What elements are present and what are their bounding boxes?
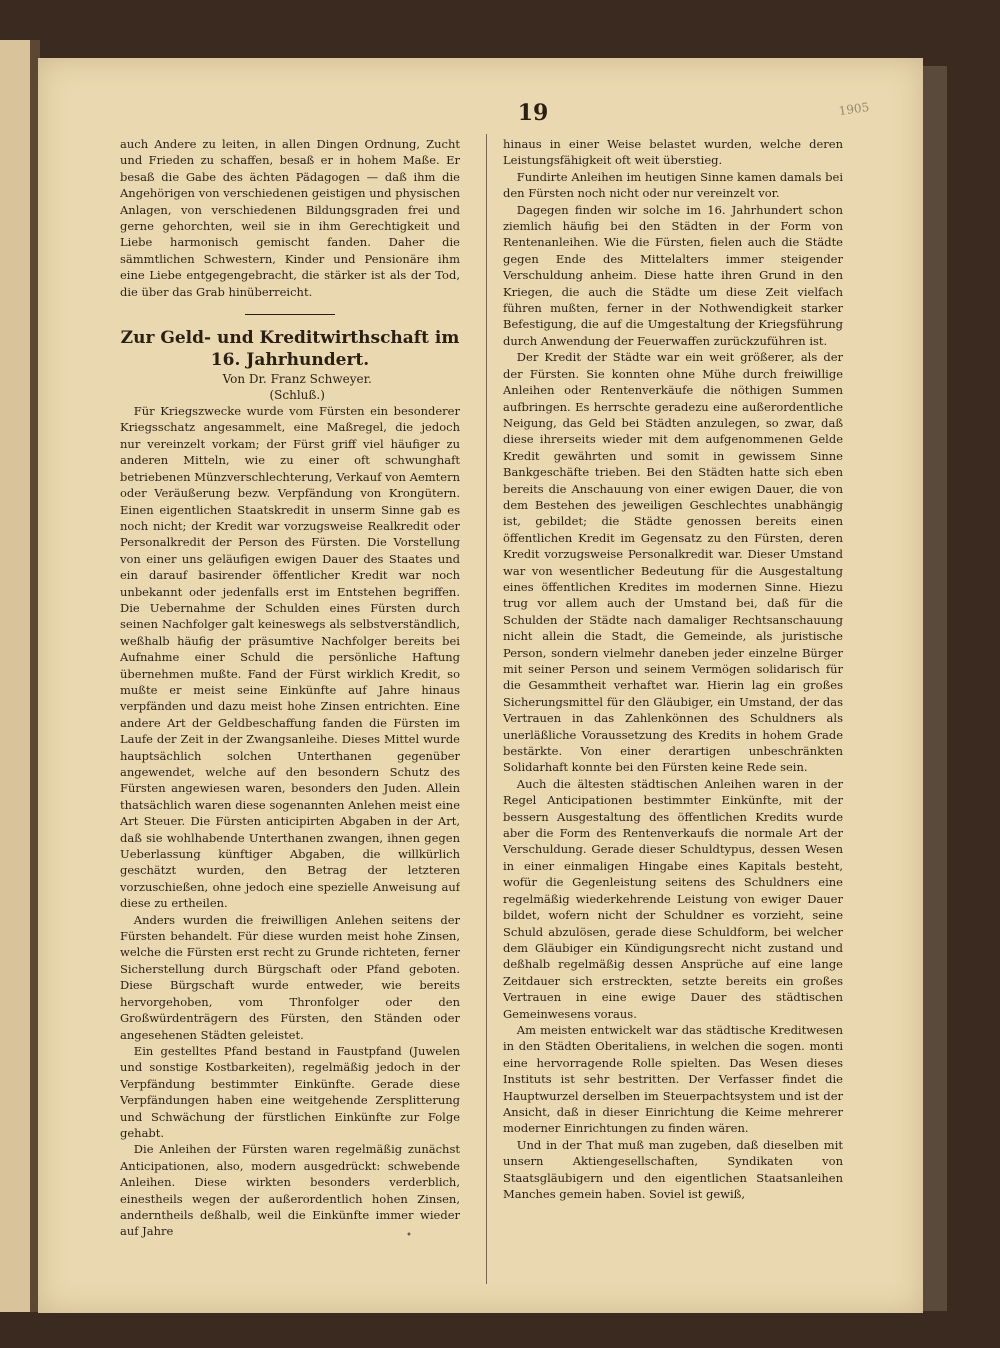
body-paragraph: Fundirte Anleihen im heutigen Sinne kamen damals bei den Fürsten noch nicht oder nur vereinzelt vor. <box>503 169 843 201</box>
body-paragraph: Dagegen finden wir solche im 16. Jahrhundert schon ziemlich häufig bei den Städten in der Form von Rentenanleihen. Wie die Fürsten, fielen auch die Städte gegen Ende des Mittelalters immer steigender Verschuldung anheim. Diese hatte ihren Grund in den Kriegen, die auch die Städte um diese Zeit vielfach führen mußten, ferner in der Nothwendigkeit starker Befestigung, die auf die Umgestaltung der Kriegsführung durch Anwendung der Feuerwaffen zurückzuführen ist. <box>503 202 843 348</box>
conclusion-note: (Schluß.) <box>269 388 325 403</box>
body-paragraph: Ein gestelltes Pfand bestand in Faustpfand (Juwelen und sonstige Kostbarkeiten), regelmäßig jedoch in der Verpfändung bestimmter Einkünfte. Gerade diese Verpfändungen haben eine weitgehende Zersplitterung und Schwächung der fürstlichen Einkünfte zur Folge gehabt. <box>120 1043 460 1140</box>
body-paragraph: Auch die ältesten städtischen Anleihen waren in der Regel Anticipationen bestimmter Einkünfte, mit der bessern Ausgestaltung des öffentlichen Kredits wurde aber die Form des Rentenverkaufs die normale Art der Verschuldung. Gerade dieser Schuldtypus, dessen Wesen in einer einmaligen Hingabe eines Kapitals besteht, wofür die Gegenleistung seitens des Schuldners eine regelmäßig wiederkehrende Leistung von ewiger Dauer bildet, wofern nicht der Schuldner es vorzieht, seine Schuld abzulösen, gerade diese Schuldform, bei welcher dem Gläubiger ein Kündigungsrecht nicht zustand und deßhalb regelmäßig dessen Ansprüche auf eine lange Zeitdauer sich erstreckten, setzte bereits ein großes Vertrauen in eine ewige Dauer des städtischen Gemeinwesens voraus. <box>503 776 843 1021</box>
right-column <box>503 136 843 1286</box>
body-paragraph: Anders wurden die freiwilligen Anlehen seitens der Fürsten behandelt. Für diese wurden meist hohe Zinsen, welche die Fürsten erst recht zu Grunde richteten, ferner Sicherstellung durch Bürgschaft oder Pfand geboten. Diese Bürgschaft wurde entweder, wie bereits hervorgehoben, vom Thronfolger oder den Großwürdenträgern des Fürsten, den Ständen oder angesehenen Städten geleistet. <box>120 912 460 1042</box>
body-paragraph: Und in der That muß man zugeben, daß dieselben mit unsern Aktiengesellschaften, Syndikaten von Staatsgläubigern und den eigentlichen Staatsanleihen Manches gemein haben. Soviel ist gewiß, <box>503 1137 843 1201</box>
byline: Von Dr. Franz Schweyer. <box>222 372 372 387</box>
intro-paragraph: auch Andere zu leiten, in allen Dingen Ordnung, Zucht und Frieden zu schaffen, besaß er in hohem Maße. Er besaß die Gabe des ächten Pädagogen — daß ihm die Angehörigen von verschiedenen geistigen und physischen Anlagen, von verschiedenen Bildungsgraden frei und gerne gehorchten, weil sie in ihm Gerechtigkeit und Liebe harmonisch gemischt fanden. Daher die sämmtlichen Schwestern, Kinder und Pensionäre ihm eine Liebe entgegengebracht, die stärker ist als der Tod, die über das Grab hinüberreicht. <box>120 137 460 299</box>
body-paragraph: Am meisten entwickelt war das städtische Kreditwesen in den Städten Oberitaliens, in welchen die sogen. monti eine hervorragende Rolle spielten. Das Wesen dieses Instituts ist sehr bestritten. Der Verfasser findet die Hauptwurzel derselben im Steuerpachtsystem und ist der Ansicht, daß in dieser Einrichtung die Keime mehrerer moderner Einrichtungen zu finden wären. <box>503 1022 843 1136</box>
body-paragraph: Für Kriegszwecke wurde vom Fürsten ein besonderer Kriegsschatz angesammelt, eine Maßregel, die jedoch nur vereinzelt vorkam; der Fürst griff viel häufiger zu anderen Mitteln, wie zu einer oft schwunghaft betriebenen Münzverschlechterung, Verkauf von Aemtern oder Veräußerung bezw. Verpfändung von Krongütern. Einen eigentlichen Staatskredit in unserm Sinne gab es noch nicht; der Kredit war vorzugsweise Realkredit oder Personalkredit der Person des Fürsten. Die Vorstellung von einer uns geläufigen ewigen Dauer des Staates und ein darauf basirender öffentlicher Kredit war noch unbekannt oder jedenfalls erst im Entstehen begriffen. Die Uebernahme der Schulden eines Fürsten durch seinen Nachfolger galt keineswegs als selbstverständlich, weßhalb häufig der präsumtive Nachfolger bereits bei Aufnahme einer Schuld die persönliche Haftung übernehmen mußte. Fand der Fürst wirklich Kredit, so mußte er meist seine Einkünfte auf Jahre hinaus verpfänden und dazu meist hohe Zinsen entrichten. Eine andere Art der Geldbeschaffung fanden die Fürsten im Laufe der Zeit in der Zwangsanleihe. Dieses Mittel wurde hauptsächlich solchen Unterthanen gegenüber angewendet, welche auf den besondern Schutz des Fürsten angewiesen waren, besonders den Juden. Allein thatsächlich waren diese sogenannten Anlehen meist eine Art Steuer. Die Fürsten anticipirten Abgaben in der Art, daß sie wohlhabende Unterthanen zwangen, ihnen gegen Ueberlassung künftiger Abgaben, die willkürlich geschätzt wurden, den Betrag der letzteren vorzuschießen, ohne jedoch eine spezielle Anweisung auf diese zu ertheilen. <box>120 404 460 911</box>
article-title: Zur Geld- und Kreditwirthschaft im 16. Jahrhundert. <box>120 328 460 371</box>
column-divider <box>486 134 487 1284</box>
page-number: 19 <box>517 100 549 126</box>
left-column <box>120 136 460 1286</box>
footer-mark: • <box>406 1230 412 1241</box>
continuation-paragraph: hinaus in einer Weise belastet wurden, welche deren Leistungsfähigkeit oft weit überstieg. <box>503 137 843 168</box>
body-paragraph: Der Kredit der Städte war ein weit größerer, als der der Fürsten. Sie konnten ohne Mühe durch freiwillige Anleihen oder Rentenverkäufe die nöthigen Summen aufbringen. Es herrschte geradezu eine außerordentliche Neigung, das Geld bei Städten anzulegen, so zwar, daß diese ihrerseits wieder mit dem aufgenommenen Gelde Kredit gewährten und somit in gewissem Sinne Bankgeschäfte trieben. Bei den Städten hatte sich eben bereits die Anschauung von einer ewigen Dauer, die von dem Bestehen des jeweiligen Geschlechtes unabhängig ist, gebildet; die Städte genossen bereits einen öffentlichen Kredit im Gegensatz zu den Fürsten, deren Kredit vorzugsweise Personalkredit war. Dieser Umstand war von wesentlicher Bedeutung für die Ausgestaltung eines öffentlichen Kredites im modernen Sinne. Hiezu trug vor allem auch der Umstand bei, daß für die Schulden der Städte nach damaliger Rechtsanschauung nicht allein die Stadt, die Gemeinde, als juristische Person, sondern vielmehr daneben jeder einzelne Bürger mit seiner Person und seinem Vermögen solidarisch für die Gesammtheit verhaftet war. Hierin lag ein großes Sicherungsmittel für den Gläubiger, ein Umstand, der das Vertrauen in das Zahlenkönnen des Schuldners als unerläßliche Voraussetzung des Kredits in hohem Grade bestärkte. Von einer derartigen unbeschränkten Solidarhaft konnte bei den Fürsten keine Rede sein. <box>503 350 843 775</box>
body-paragraph: Die Anleihen der Fürsten waren regelmäßig zunächst Anticipationen, also, modern ausgedrückt: schwebende Anleihen. Diese wirkten besonders verderblich, einestheils wegen der außerordentlich hohen Zinsen, anderntheils deßhalb, weil die Einkünfte immer wieder auf Jahre <box>120 1142 460 1239</box>
section-divider <box>245 314 335 315</box>
book-page <box>38 58 923 1313</box>
facing-page-edge <box>0 40 32 1312</box>
cover-board-edge <box>923 66 947 1311</box>
library-stamp: 1905 <box>837 99 871 119</box>
